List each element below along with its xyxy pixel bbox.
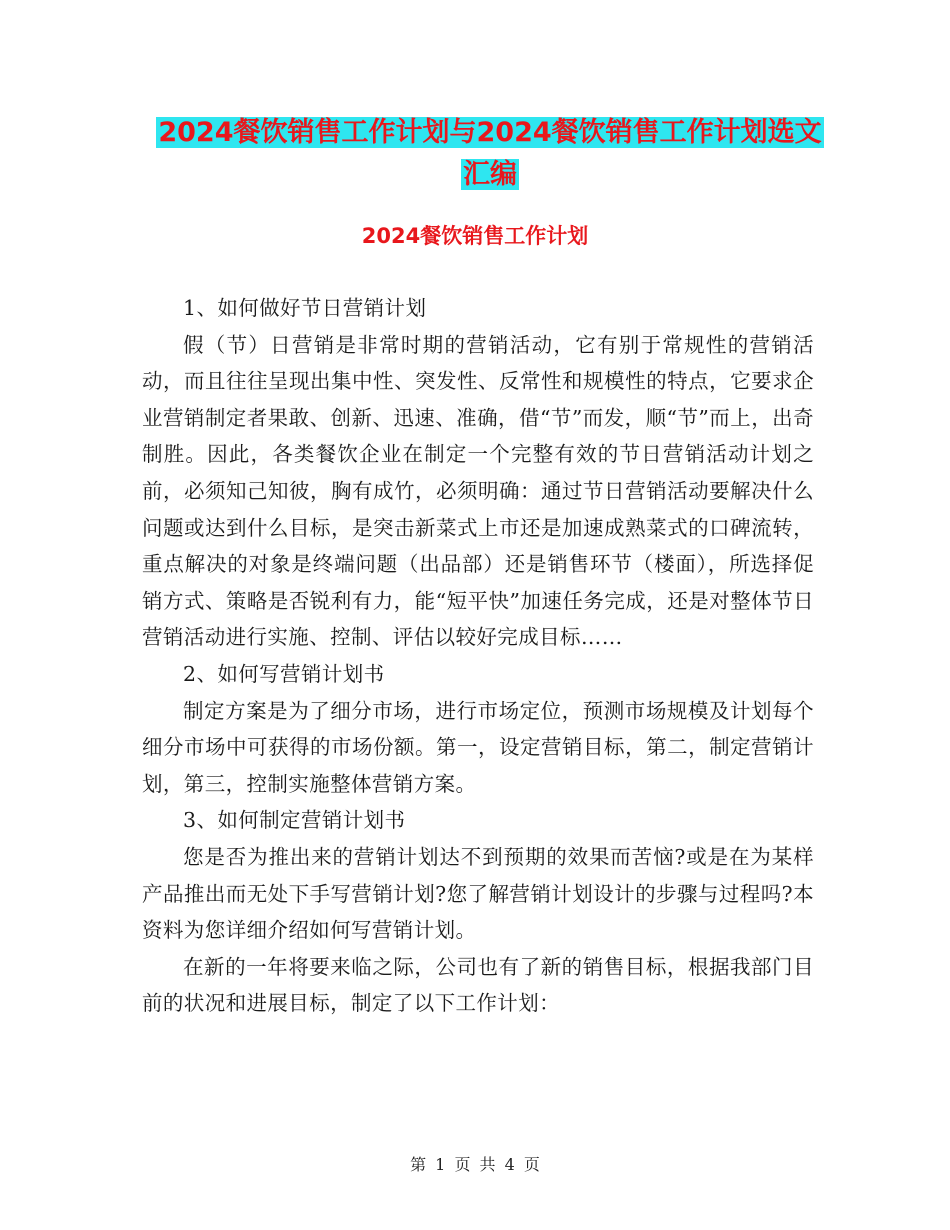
paragraph-holiday-marketing: 假（节）日营销是非常时期的营销活动，它有别于常规性的营销活动，而且往往呈现出集中性、突发性、反常性和规模性的特点，它要求企业营销制定者果敢、创新、迅速、准确，借“节”而发，顺“节”而上，出奇制胜。因此，各类餐饮企业在制定一个完整有效的节日营销活动计划之前，必须知己知彼，胸有成竹，必须明确：通过节日营销活动要解决什么问题或达到什么目标，是突击新菜式上市还是加速成熟菜式的口碑流转，重点解决的对象是终端问题（出品部）还是销售环节（楼面），所选择促销方式、策略是否锐利有力，能“短平快”加速任务完成，还是对整体节日营销活动进行实施、控制、评估以较好完成目标…… (142, 332, 814, 650)
heading-make-plan: 3、如何制定营销计划书 (183, 808, 406, 833)
document-title-line1: 2024餐饮销售工作计划与2024餐饮销售工作计划选文 (158, 117, 822, 148)
document-body (142, 290, 814, 1022)
document-title (150, 112, 830, 196)
page-footer: 第 1 页 共 4 页 (410, 1155, 540, 1174)
section-title: 2024餐饮销售工作计划 (361, 224, 589, 248)
heading-write-plan: 2、如何写营销计划书 (183, 661, 385, 686)
heading-holiday-marketing: 1、如何做好节日营销计划 (183, 296, 427, 320)
paragraph-make-plan: 您是否为推出来的营销计划达不到预期的效果而苦恼?或是在为某样产品推出而无处下手写营销计划?您了解营销计划设计的步骤与过程吗?本资料为您详细介绍如何写营销计划。 (142, 844, 814, 943)
document-title-line2: 汇编 (463, 159, 517, 190)
paragraph-write-plan: 制定方案是为了细分市场，进行市场定位，预测市场规模及计划每个细分市场中可获得的市场份额。第一，设定营销目标，第二，制定营销计划，第三，控制实施整体营销方案。 (142, 698, 814, 796)
paragraph-new-year: 在新的一年将要来临之际，公司也有了新的销售目标，根据我部门目前的状况和进展目标，制定了以下工作计划： (142, 954, 814, 1016)
